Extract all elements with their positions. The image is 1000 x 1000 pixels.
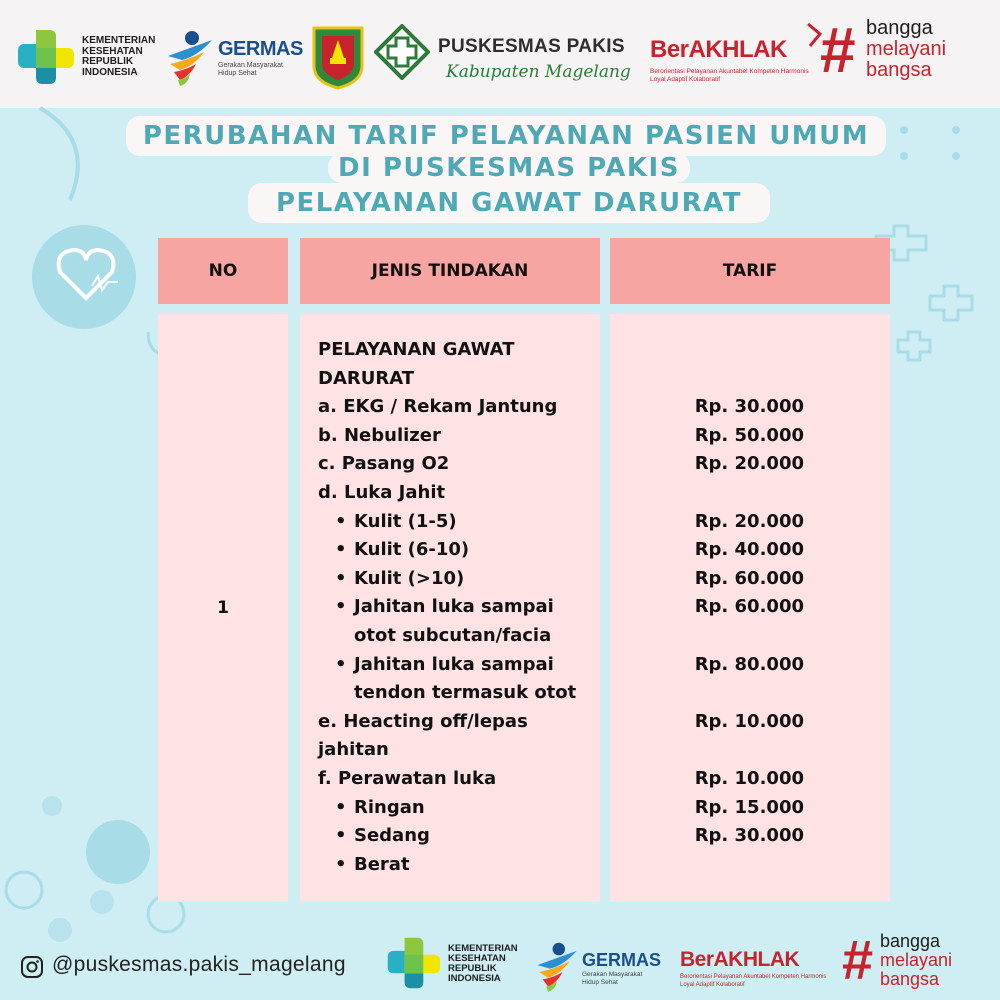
tindakan-line: PELAYANAN GAWAT — [318, 339, 515, 360]
page-title-line-2: DI PUSKESMAS PAKIS — [328, 153, 690, 183]
footer-bangga-melayani-logo: bangga melayani bangsa — [880, 931, 953, 989]
tarif-value: Rp. 10.000 — [694, 710, 804, 732]
tindakan-line: • Kulit (6-10) — [354, 536, 469, 565]
tindakan-line: DARURAT — [318, 367, 415, 389]
puskesmas-logo-icon — [374, 24, 430, 80]
instagram-handle-link[interactable]: @puskesmas.pakis_magelang — [52, 953, 346, 976]
footer-berakhlak-tagline: Berorientasi Pelayanan Akuntabel Kompeten Harmonis Loyal Adaptif Kolaboratif — [680, 974, 827, 988]
footer-kemenkes-logo-icon — [384, 934, 442, 992]
footer-germas-title: GERMAS — [582, 950, 662, 970]
germas-logo-subtitle: Gerakan Masyarakat Hidup Sehat — [218, 62, 283, 77]
kemenkes-logo-text: KEMENTERIAN KESEHATAN REPUBLIK INDONESIA — [82, 35, 156, 78]
tarif-value: Rp. 15.000 — [694, 796, 804, 818]
tindakan-line: d. Luka Jahit — [318, 482, 446, 503]
table-header-no: NO — [158, 238, 288, 304]
tarif-value: Rp. 40.000 — [694, 539, 804, 561]
kemenkes-logo-icon — [14, 26, 76, 88]
germas-logo-icon — [162, 26, 218, 88]
tarif-value: Rp. 80.000 — [694, 653, 804, 675]
tindakan-line: c. Pasang O2 — [318, 453, 450, 475]
table-header-jenis: JENIS TINDAKAN — [300, 238, 600, 304]
germas-logo-title: GERMAS — [218, 38, 303, 60]
puskesmas-logo-subtitle: Kabupaten Magelang — [446, 62, 631, 82]
tindakan-line: e. Heacting off/lepas — [318, 710, 528, 732]
tindakan-line: • Jahitan luka sampai — [354, 593, 554, 622]
footer-germas-logo-icon — [532, 938, 582, 994]
tindakan-line: tendon termasuk otot — [354, 682, 577, 704]
tindakan-line: otot subcutan/facia — [354, 625, 552, 646]
tarif-value: Rp. 60.000 — [694, 596, 804, 618]
tarif-value: Rp. 20.000 — [694, 453, 804, 475]
tarif-value: Rp. 30.000 — [694, 396, 804, 418]
tarif-value: Rp. 50.000 — [694, 424, 804, 446]
puskesmas-logo-title: PUSKESMAS PAKIS — [438, 36, 625, 57]
tindakan-line: • Sedang — [354, 822, 430, 851]
berakhlak-tagline: Berorientasi Pelayanan Akuntabel Kompeten Harmonis Loyal Adaptif Kolaboratif — [650, 68, 809, 83]
tindakan-line: • Kulit (1-5) — [354, 508, 457, 537]
page-title-line-3: PELAYANAN GAWAT DARURAT — [248, 183, 770, 223]
table-cell-no: 1 — [158, 314, 288, 902]
footer-kemenkes-logo-text: KEMENTERIAN KESEHATAN REPUBLIK INDONESIA — [448, 943, 518, 984]
tarif-value: Rp. 60.000 — [694, 567, 804, 589]
tindakan-line: • Kulit (>10) — [354, 565, 464, 594]
tindakan-line: f. Perawatan luka — [318, 768, 497, 789]
table-header-tarif: TARIF — [610, 238, 890, 304]
magelang-emblem-icon — [312, 26, 364, 90]
tarif-value: Rp. 30.000 — [694, 825, 804, 847]
footer-bangga-hash-icon: # — [842, 928, 874, 991]
tarif-value: Rp. 10.000 — [694, 768, 804, 789]
bangga-melayani-logo: bangga melayani bangsa — [866, 17, 947, 81]
footer-germas-subtitle: Gerakan Masyarakat Hidup Sehat — [582, 971, 643, 986]
tindakan-line: • Berat — [354, 851, 410, 880]
tindakan-line: a. EKG / Rekam Jantung — [318, 396, 558, 418]
tindakan-line: • Jahitan luka sampai — [354, 651, 554, 680]
table-cell-tarif — [610, 314, 890, 902]
table-cell-jenis — [300, 314, 600, 902]
page-title-line-1: PERUBAHAN TARIF PELAYANAN PASIEN UMUM — [126, 116, 886, 156]
bangga-hash-icon: # — [820, 14, 856, 86]
tindakan-line: • Ringan — [354, 794, 425, 823]
berakhlak-logo: BerAKHLAK — [650, 36, 787, 63]
tindakan-line: jahitan — [318, 739, 389, 761]
footer-berakhlak-logo: BerAKHLAK — [680, 948, 800, 971]
tarif-value: Rp. 20.000 — [694, 510, 804, 532]
instagram-icon — [20, 955, 44, 979]
tindakan-line: b. Nebulizer — [318, 424, 441, 446]
